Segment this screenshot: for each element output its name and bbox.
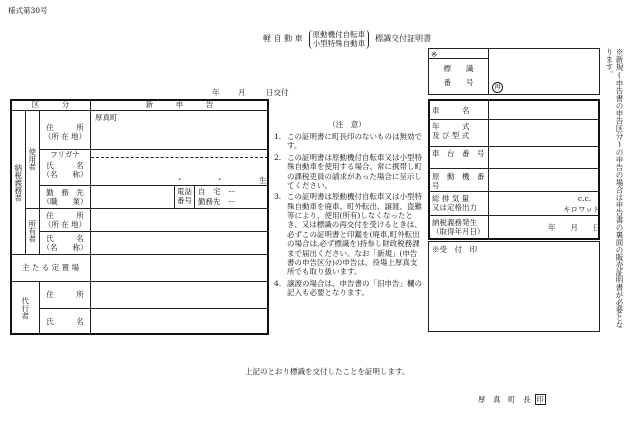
title-option-special: 小型特殊自動車 <box>312 39 366 49</box>
note-text: この証明書は原動機付自転車又は小型特殊自動車を使用する場合、常に携帯し町の課税吏員の請求があった場合に呈示してください。 <box>287 152 422 190</box>
header-section: 区 分 <box>31 100 70 110</box>
plate-label-1: 標 識 <box>443 64 474 73</box>
title-prefix: 軽 自 動 車 <box>263 34 303 44</box>
agent-address-label: 住 所 <box>46 290 84 300</box>
issue-day: 日交付 <box>266 88 289 97</box>
owner-address-label-text: 住 所 <box>46 211 84 220</box>
serial-number-label: 車 台 番 号 <box>432 149 485 158</box>
tax-date-label <box>432 218 488 237</box>
user-address-label <box>40 123 90 142</box>
header-new-declaration: 新 申 告 <box>145 100 214 110</box>
receipt-label: ※受 付 印 <box>432 245 477 254</box>
workplace-sub: （職 業） <box>42 197 88 207</box>
agent-label: 代行者 <box>20 297 30 320</box>
model-year-label <box>432 122 486 141</box>
note-item <box>274 132 422 151</box>
note-item <box>274 153 422 191</box>
birth-separator-1: ・ <box>176 175 184 184</box>
vehicle-name-label: 車 名 <box>432 106 470 115</box>
unit-cc: c.c. <box>578 194 592 203</box>
birth-suffix: 生 <box>259 176 267 185</box>
signer <box>478 394 546 405</box>
agent-name-label: 氏 名 <box>46 317 84 327</box>
owner-name-label <box>40 234 90 253</box>
tax-date-value: 年 月 日 <box>548 223 601 232</box>
owner-label: 所有者 <box>27 220 37 243</box>
user-name-label-text: 氏 名 <box>46 161 84 170</box>
phone-office-label: 勤務先 ー <box>198 197 236 206</box>
notes-list <box>274 132 422 297</box>
displacement-text-2: 又は定格出力 <box>432 203 477 213</box>
reissue-mark <box>492 82 503 93</box>
issue-year: 年 <box>212 88 220 97</box>
unit-kw: キロワット <box>563 205 601 214</box>
tax-date-text-1: 納税義務発生 <box>432 218 477 227</box>
user-address-value[interactable]: 厚真町 <box>95 113 118 122</box>
document-title <box>263 30 431 49</box>
issue-month: 月 <box>238 88 246 97</box>
owner-name-label-text: 氏 名 <box>46 234 84 243</box>
notes-heading: （注 意） <box>328 120 366 129</box>
signer-title: 厚 真 町 長 <box>478 394 531 404</box>
owner-address-label <box>40 211 90 230</box>
side-note: ※新規(申告書の申告区分)の申告の場合は申告書の裏面の販売証明書が必要となります。 <box>605 48 624 329</box>
title-options <box>309 30 370 49</box>
note-text: この証明書に町長印のないものは無効です。 <box>287 132 422 151</box>
note-number: 1. <box>274 132 282 141</box>
note-text: 譲渡の場合は、申告書の「旧申告」欄の記入も必要となります。 <box>287 278 422 297</box>
model-year-text: 年 式 <box>432 122 470 131</box>
phone-home-label: 自 宅 ー <box>198 187 236 196</box>
plate-star: ※ <box>431 50 438 59</box>
note-item <box>274 192 422 276</box>
title-suffix: 標識交付証明書 <box>375 34 432 44</box>
phone-label-1: 電話 <box>177 187 192 196</box>
displacement-text-1: 総 排 気 量 <box>432 194 470 203</box>
model-type-text: 及 び 型 式 <box>432 131 470 141</box>
user-label: 使用者 <box>27 148 37 171</box>
owner-address-sub: （所 在 地） <box>43 220 87 230</box>
engine-number-label: 原 動 機 番 号 <box>432 172 492 191</box>
phone-label-2: 番号 <box>177 196 192 206</box>
note-number: 4. <box>274 278 282 288</box>
seal-mark: 印 <box>536 395 544 404</box>
certification-statement: 上記のとおり標識を交付したことを証明します。 <box>245 367 410 376</box>
workplace-label <box>40 188 90 207</box>
phone-label <box>175 187 194 206</box>
user-address-sub: （所 在 地） <box>43 132 87 142</box>
note-item <box>274 279 422 298</box>
taxpayer-label: 納税義務者 <box>13 163 23 202</box>
note-number: 2. <box>274 152 282 162</box>
storage-label: 主 た る 定 置 場 <box>22 263 79 273</box>
note-text: この証明書は原動機付自転車又は小型特殊自動車を廃車、町外転出、譲渡、盗難等により、使用(所有)しなくなったとき、又は標識の再交付を受けるときは、必ずこの証明書と印鑑を(廃車,町外転出の場合は,必ず標識を)持参し財政税務課まで届出ください。なお「新規」(申告書の申告区分)の申告は、役場上厚真支所でも取り扱います。 <box>287 192 422 277</box>
tax-date-text-2: （取得年月日） <box>432 227 485 237</box>
reissue-circle: 再 <box>492 82 503 93</box>
furigana-label: フリガナ <box>50 150 80 160</box>
form-number: 様式第30号 <box>8 6 48 15</box>
displacement-label <box>432 194 488 213</box>
user-name-label <box>40 161 90 180</box>
title-option-moped: 原動機付自転車 <box>312 30 366 39</box>
plate-label-2: 番 号 <box>443 78 474 87</box>
owner-name-sub: （名 称） <box>42 243 88 253</box>
user-name-sub: （名 称） <box>42 170 88 180</box>
receipt-stamp-box <box>428 241 600 332</box>
note-number: 3. <box>274 192 282 202</box>
user-address-label-text: 住 所 <box>46 123 84 132</box>
workplace-label-text: 勤 務 先 <box>46 188 84 197</box>
birth-separator-2: ・ <box>216 175 224 184</box>
